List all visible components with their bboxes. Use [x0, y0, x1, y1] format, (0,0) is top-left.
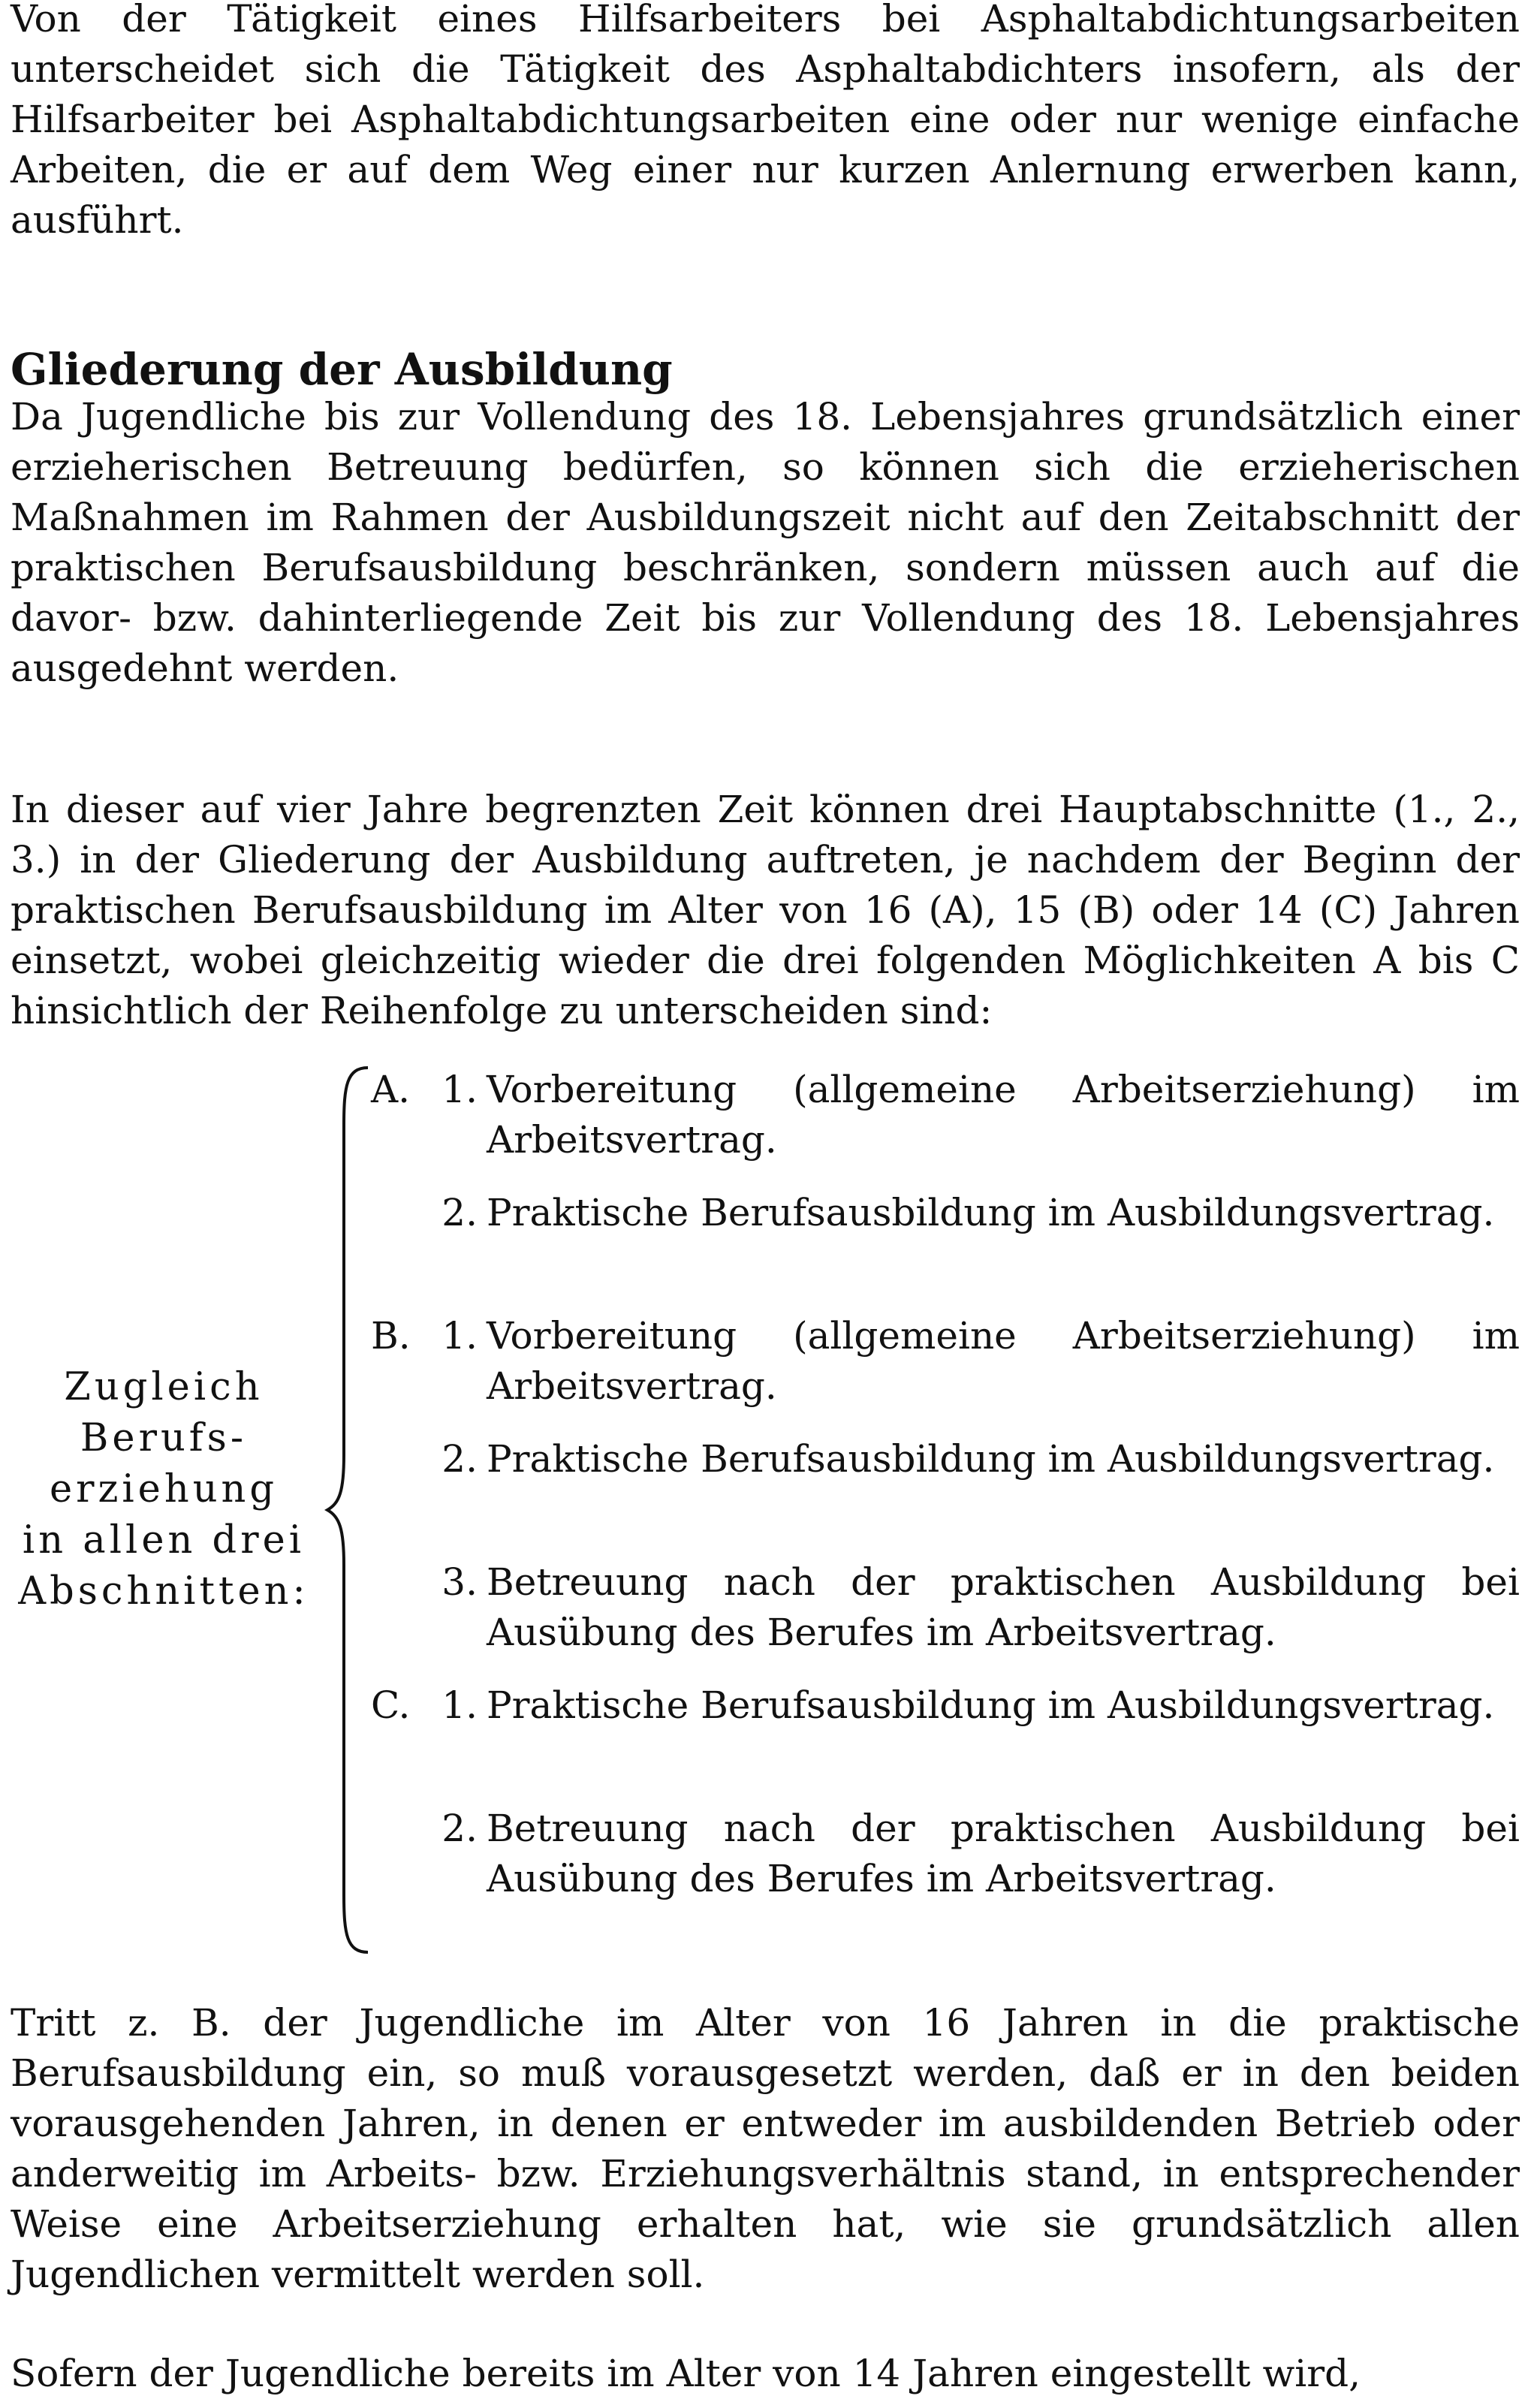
section-heading: Gliederung der Ausbildung — [11, 344, 673, 395]
curly-brace-icon — [324, 1065, 372, 1955]
outline-letter: B. — [371, 1314, 411, 1358]
outline-item-text: Betreuung nach der praktischen Ausbildung bei Ausübung des Berufes im Arbeitsvertrag. — [487, 1560, 1520, 1654]
side-label-line: Berufs- — [80, 1416, 248, 1460]
outline-number: 2. — [442, 1191, 478, 1234]
outline-item-text: Vorbereitung (allgemeine Arbeitserziehung) im Arbeitsvertrag. — [487, 1068, 1520, 1162]
side-label-line: in allen drei — [22, 1518, 306, 1563]
outline-number: 1. — [442, 1683, 478, 1727]
side-label-line: Zugleich — [64, 1365, 264, 1409]
outline-number: 1. — [442, 1068, 478, 1111]
side-label-line: erziehung — [49, 1467, 279, 1511]
outline-item-text: Praktische Berufsausbildung im Ausbildungsvertrag. — [487, 1683, 1495, 1727]
side-label-line: Abschnitten: — [18, 1569, 309, 1614]
outline-item-text: Praktische Berufsausbildung im Ausbildungsvertrag. — [487, 1191, 1495, 1234]
outline-number: 1. — [442, 1314, 478, 1358]
paragraph-4: Sofern der Jugendliche bereits im Alter von 14 Jahren eingestellt wird, — [11, 2352, 1361, 2395]
outline-number: 3. — [442, 1560, 478, 1604]
paragraph-2: In dieser auf vier Jahre begrenzten Zeit können drei Hauptabschnitte (1., 2., 3.) in der Gliederung der Ausbildung auftreten, je nachdem der Beginn der praktischen Berufsausbildung im Alter von 16 (A), 15 (B) oder 14 (C) Jahren einsetzt, wobei gleichzeitig wieder die drei folgenden Möglichkeiten A bis C hinsichtlich der Reihenfolge zu unterscheiden sind: — [11, 788, 1520, 1032]
outline-letter: A. — [371, 1068, 411, 1111]
intro-paragraph: Von der Tätigkeit eines Hilfsarbeiters bei Asphaltabdichtungsarbeiten unterscheidet sich die Tätigkeit des Asphaltabdichters insofern, als der Hilfsarbeiter bei Asphaltabdichtungsarbeiten eine oder nur wenige einfache Arbeiten, die er auf dem Weg einer nur kurzen Anlernung erwerben kann, ausführt. — [11, 0, 1520, 242]
side-label — [5, 1362, 323, 1617]
outline-number: 2. — [442, 1437, 478, 1481]
paragraph-3: Tritt z. B. der Jugendliche im Alter von 16 Jahren in die praktische Berufsausbildung ein, so muß vorausgesetzt werden, daß er in den beiden vorausgehenden Jahren, in denen er entweder im ausbildenden Betrieb oder anderweitig im Arbeits- bzw. Erziehungsverhältnis stand, in entsprechender Weise eine Arbeitserziehung erhalten hat, wie sie grundsätzlich allen Jugendlichen vermittelt werden soll. — [11, 2001, 1520, 2296]
paragraph-1: Da Jugendliche bis zur Vollendung des 18. Lebensjahres grundsätzlich einer erzieherischen Betreuung bedürfen, so können sich die erzieherischen Maßnahmen im Rahmen der Ausbildungszeit nicht auf den Zeitabschnitt der praktischen Berufsausbildung beschränken, sondern müssen auch auf die davor- bzw. dahinterliegende Zeit bis zur Vollendung des 18. Lebensjahres ausgedehnt werden. — [11, 395, 1520, 690]
outline-number: 2. — [442, 1807, 478, 1850]
outline-item-text: Vorbereitung (allgemeine Arbeitserziehung) im Arbeitsvertrag. — [487, 1314, 1520, 1408]
outline-item-text: Praktische Berufsausbildung im Ausbildungsvertrag. — [487, 1437, 1495, 1481]
outline-item-text: Betreuung nach der praktischen Ausbildung bei Ausübung des Berufes im Arbeitsvertrag. — [487, 1807, 1520, 1900]
outline-letter: C. — [371, 1683, 411, 1727]
